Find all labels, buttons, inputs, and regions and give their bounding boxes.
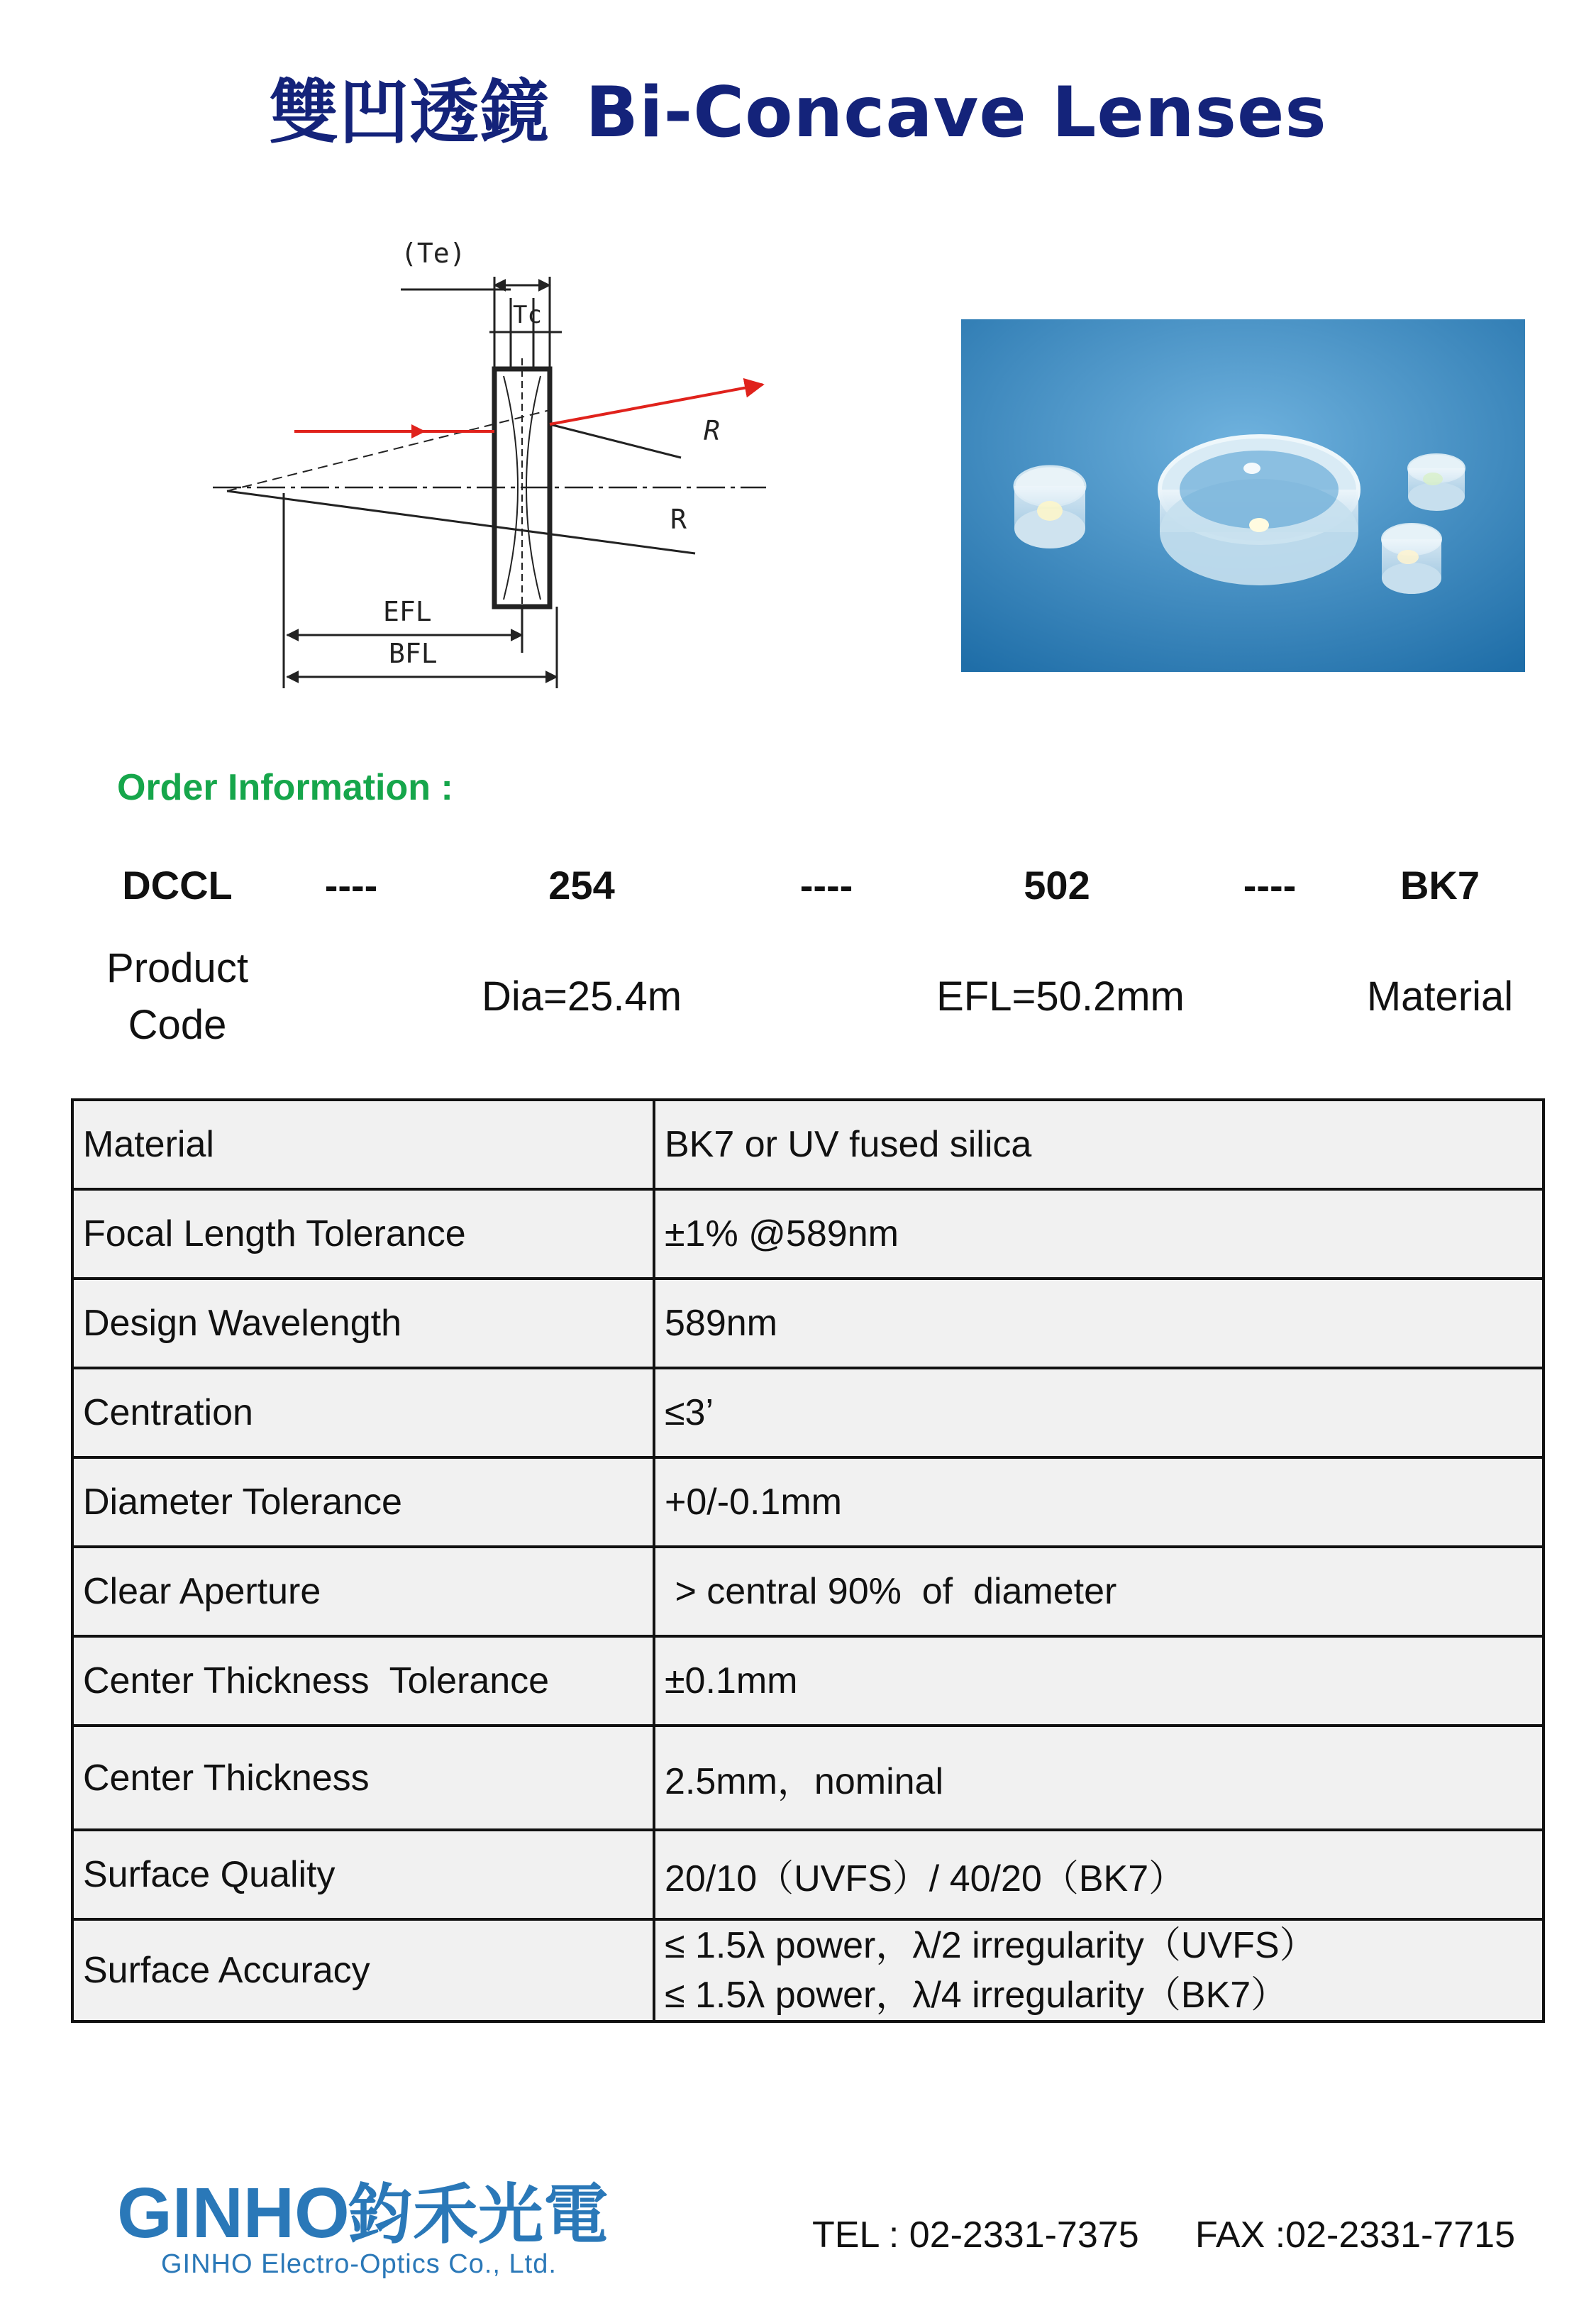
- spec-key: Surface Quality: [72, 1830, 654, 1919]
- code-product: DCCL: [122, 863, 233, 907]
- table-row: [72, 1279, 1544, 1368]
- page-title-zh: 雙凹透鏡: [269, 72, 550, 153]
- lens-diagram: [199, 234, 780, 717]
- specification-table: [71, 1098, 1545, 2023]
- efl-label: EFL: [383, 596, 432, 627]
- company-logo: [117, 2168, 670, 2281]
- spec-value-line-2: ≤ 1.5λ power，λ/4 irregularity（BK7）: [665, 1975, 1288, 2016]
- table-row: [72, 1636, 1544, 1726]
- code-diameter: 254: [548, 863, 615, 907]
- r-label-upper: R: [704, 415, 720, 446]
- code-separator-3: ----: [1243, 863, 1297, 907]
- spec-value: [654, 1919, 1544, 2021]
- spec-value: ±1% @589nm: [654, 1189, 1544, 1279]
- code-material: BK7: [1400, 863, 1480, 907]
- spec-value: > central 90% of diameter: [654, 1547, 1544, 1636]
- table-row: [72, 1547, 1544, 1636]
- product-photo: [961, 319, 1525, 672]
- telephone: TEL : 02-2331-7375: [812, 2214, 1139, 2256]
- table-row: [72, 1189, 1544, 1279]
- te-label: (Te): [401, 238, 466, 269]
- spec-key: Focal Length Tolerance: [72, 1189, 654, 1279]
- brand-name: GINHO: [117, 2173, 350, 2253]
- spec-key: Center Thickness Tolerance: [72, 1636, 654, 1726]
- spec-value: 2.5mm，nominal: [654, 1726, 1544, 1830]
- table-row: [72, 1919, 1544, 2021]
- code-separator-2: ----: [799, 863, 853, 907]
- spec-key: Material: [72, 1100, 654, 1189]
- spec-key: Surface Accuracy: [72, 1919, 654, 2021]
- table-row: [72, 1457, 1544, 1547]
- page-title-en: Bi-Concave Lenses: [585, 72, 1327, 153]
- spec-value: ±0.1mm: [654, 1636, 1544, 1726]
- bfl-label: BFL: [389, 638, 438, 669]
- code-separator-1: ----: [324, 863, 378, 907]
- brand-name-zh: 鈞禾光電: [348, 2177, 609, 2253]
- table-row: [72, 1100, 1544, 1189]
- spec-value: BK7 or UV fused silica: [654, 1100, 1544, 1189]
- spec-value: ≤3’: [654, 1368, 1544, 1457]
- spec-key: Design Wavelength: [72, 1279, 654, 1368]
- spec-value: 589nm: [654, 1279, 1544, 1368]
- tc-label: Tc: [513, 301, 542, 329]
- desc-material: Material: [1366, 973, 1514, 1020]
- desc-efl: EFL=50.2mm: [936, 973, 1185, 1020]
- r-label-lower: R: [670, 504, 687, 535]
- page-title: [0, 57, 1596, 157]
- table-row: [72, 1830, 1544, 1919]
- table-row: [72, 1726, 1544, 1830]
- spec-value-line-1: ≤ 1.5λ power，λ/2 irregularity（UVFS）: [665, 1925, 1317, 1966]
- spec-key: Diameter Tolerance: [72, 1457, 654, 1547]
- spec-key: Center Thickness: [72, 1726, 654, 1830]
- fax: FAX :02-2331-7715: [1195, 2214, 1515, 2256]
- order-information-heading: Order Information :: [117, 767, 453, 808]
- spec-value: 20/10（UVFS）/ 40/20（BK7）: [654, 1830, 1544, 1919]
- spec-key: Clear Aperture: [72, 1547, 654, 1636]
- desc-product-code: Product Code: [106, 945, 248, 1048]
- code-efl: 502: [1024, 863, 1090, 907]
- spec-value: +0/-0.1mm: [654, 1457, 1544, 1547]
- spec-key: Centration: [72, 1368, 654, 1457]
- desc-diameter: Dia=25.4m: [481, 973, 682, 1020]
- company-name: GINHO Electro-Optics Co., Ltd.: [161, 2249, 557, 2279]
- table-row: [72, 1368, 1544, 1457]
